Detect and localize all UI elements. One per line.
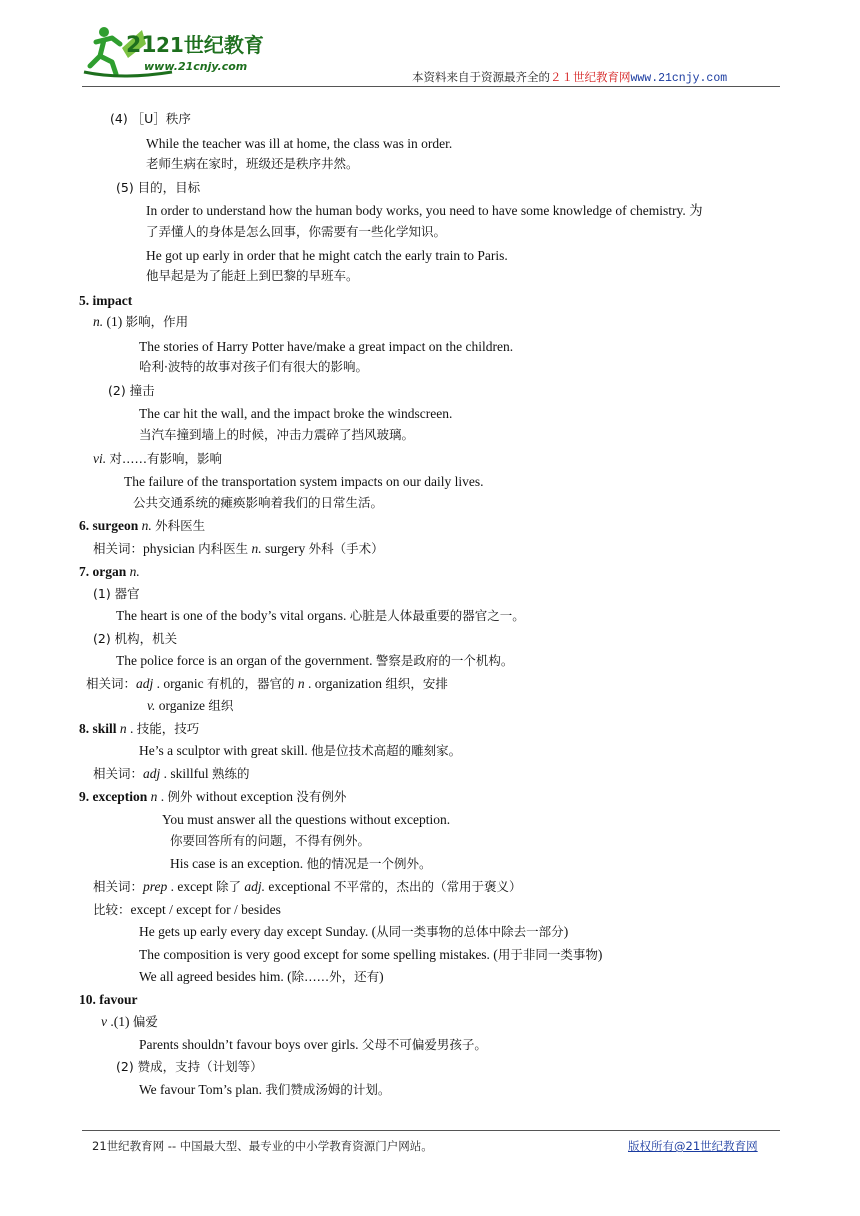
text-span: The stories of Harry Potter have/make a great impact on the children. [139,339,514,354]
text-line [110,110,191,127]
text-span: 技能，技巧 [136,721,200,736]
text-line [79,720,199,737]
text-line [116,1058,263,1075]
text-span: 偏爱 [132,1014,158,1029]
text-span: The police force is an organ of the government. [116,653,376,668]
text-span: 哈利·波特的故事对孩子们有很大的影响。 [139,359,368,374]
text-span: prep [143,879,168,894]
text-span: 外科（手术） [308,541,384,556]
text-span: 用于非同一类事物 [497,947,598,962]
text-line [139,1036,487,1053]
text-span: n. [141,518,152,533]
text-span: The heart is one of the body’s vital organs. [116,608,350,623]
text-span: We all agreed besides him. ( [139,969,292,984]
text-line [79,788,346,805]
text-span: n. [93,314,104,329]
logo-text: 21世纪教育 [156,33,264,57]
text-line [139,338,513,355]
text-span: 相关词： [93,766,144,781]
text-span: Parents shouldn’t favour boys over girls. [139,1037,362,1052]
text-span: 熟练的 [212,766,250,781]
text-span: 5. impact [79,293,133,308]
text-span: ) [379,969,384,984]
header-note-prefix: 本资料来自于资源最齐全的 [412,70,550,84]
text-span: 相关词： [93,879,144,894]
text-span: He gets up early every day except Sunday. ( [139,924,377,939]
text-line [146,135,452,152]
text-span: 外科医生 [155,518,206,533]
text-line [146,247,508,264]
text-span: . organization [304,676,386,691]
text-span: 相关词： [86,676,137,691]
text-line [86,675,448,692]
text-span: 心脏是人体最重要的器官之一。 [349,608,525,623]
text-line [93,313,188,330]
text-line [79,563,140,580]
text-span: .(1) [107,1014,133,1029]
text-line [93,901,281,918]
text-span: 父母不可偏爱男孩子。 [361,1037,487,1052]
text-span: 7. organ [79,564,127,579]
text-span: 9. exception [79,789,148,804]
text-line [170,855,431,872]
text-span: physician [143,541,199,556]
text-line [139,426,414,443]
text-span: 8. skill [79,721,117,736]
text-span: n. [251,541,262,556]
text-span: v [101,1014,107,1029]
text-line [116,179,200,196]
text-line [93,450,222,467]
text-span: organize [155,698,209,713]
text-span: n [150,789,158,804]
text-span: n. [129,564,140,579]
text-line [139,1081,390,1098]
header-note-site: ２１世纪教育网 [550,70,631,84]
text-line [101,1013,158,1030]
text-span: 了弄懂人的身体是怎么回事，你需要有一些化学知识。 [146,224,447,239]
text-line [79,991,138,1008]
text-line [146,155,359,172]
text-span: While the teacher was ill at home, the class was in order. [146,136,453,151]
text-span: 我们赞成汤姆的计划。 [265,1082,391,1097]
text-span: 当汽车撞到墙上的时候，冲击力震碎了挡风玻璃。 [139,427,415,442]
text-span: He got up early in order that he might catch the early train to Paris. [146,248,508,263]
logo-icon [82,22,292,82]
text-span: 从同一类事物的总体中除去一部分 [376,924,564,939]
text-line [139,968,384,985]
text-span: 内科医生 [198,541,249,556]
text-span: exceptional [265,879,335,894]
text-span: The car hit the wall, and the impact broke the windscreen. [139,406,453,421]
text-span: The failure of the transportation system impacts on our daily lives. [124,474,484,489]
text-span: 他的情况是一个例外。 [306,856,432,871]
text-span: 你要回答所有的问题，不得有例外。 [170,833,371,848]
text-line [93,630,177,647]
text-span: except / except for / besides [130,902,281,917]
text-line [93,585,140,602]
text-span: surgery [261,541,309,556]
text-span: 有机的，器官的 [207,676,295,691]
header-note-link[interactable]: www.21cnjy.com [630,72,728,85]
page-header [0,0,860,90]
text-span: In order to understand how the human body works, you need to have some knowledge of chemistry. 为 [146,203,703,218]
text-span: n [119,721,127,736]
text-line [139,358,368,375]
text-span: adj [136,676,154,691]
text-span: 除……外，还有 [291,969,380,984]
text-span: . [126,721,137,736]
text-span: (5) 目的，目标 [116,180,201,195]
footer-copyright-link[interactable]: 版权所有@21世纪教育网 [628,1139,758,1153]
text-span: 比较： [93,902,131,917]
text-span: v. [147,698,156,713]
text-line [93,878,522,895]
text-line [116,607,525,624]
text-line [147,697,233,714]
footer-text: 21世纪教育网 -- 中国最大型、最专业的中小学教育资源门户网站。 [92,1139,433,1153]
text-span: (2) 撞击 [108,383,155,398]
text-span: 相关词： [93,541,144,556]
text-line [162,811,450,828]
text-span: 除了 [216,879,242,894]
text-span: ) [563,924,569,939]
text-span: 10. favour [79,992,138,1007]
text-span: (2) 机构，机关 [93,631,178,646]
text-line [93,765,250,782]
text-line [146,202,703,219]
text-line [146,223,446,240]
svg-text:21: 21 [126,33,157,58]
text-span: (4) ［U］秩序 [110,111,191,126]
text-line [116,652,513,669]
text-span: . skillful [160,766,213,781]
text-span: 他早起是为了能赶上到巴黎的早班车。 [146,268,359,283]
text-span: His case is an exception. [170,856,307,871]
text-line [79,517,205,534]
text-span: 组织，安排 [385,676,448,691]
footer-rule [82,1130,780,1131]
text-span: n [297,676,305,691]
text-span: The composition is very good except for some spelling mistakes. ( [139,947,498,962]
text-span: 例外 [167,789,193,804]
text-span: (2) 赞成，支持（计划等） [116,1059,263,1074]
text-line [79,292,132,309]
text-span: 组织 [208,698,234,713]
text-line [133,494,383,511]
text-line [170,832,370,849]
text-span: 公共交通系统的瘫痪影响着我们的日常生活。 [133,495,384,510]
text-span: 老师生病在家时，班级还是秩序井然。 [146,156,359,171]
text-span: 警察是政府的一个机构。 [375,653,514,668]
text-line [139,742,461,759]
text-span: vi. [93,451,107,466]
text-line [139,923,568,940]
text-span: 不平常的，杰出的（常用于褒义） [334,879,522,894]
text-span: We favour Tom’s plan. [139,1082,266,1097]
header-rule [82,86,780,87]
text-span: 对……有影响，影响 [109,451,223,466]
text-span: He’s a sculptor with great skill. [139,743,312,758]
text-span: adj. [244,879,266,894]
text-span: (1) [103,314,126,329]
text-span: 他是位技术高超的雕刻家。 [311,743,462,758]
text-span: without exception [192,789,297,804]
text-span: 影响，作用 [125,314,189,329]
logo-url: www.21cnjy.com [144,60,248,73]
text-line [108,382,155,399]
text-span: . [157,789,168,804]
text-span: ) [597,947,603,962]
text-line [139,405,452,422]
text-line [93,540,384,557]
text-span: You must answer all the questions without exception. [162,812,451,827]
text-span: . except [167,879,216,894]
text-span: 6. surgeon [79,518,139,533]
text-span: (1) 器官 [93,586,140,601]
text-line [124,473,484,490]
text-span: 没有例外 [296,789,347,804]
header-note [412,69,727,85]
text-span: . organic [153,676,208,691]
text-span: adj [143,766,161,781]
text-line [146,267,359,284]
text-line [139,946,602,963]
